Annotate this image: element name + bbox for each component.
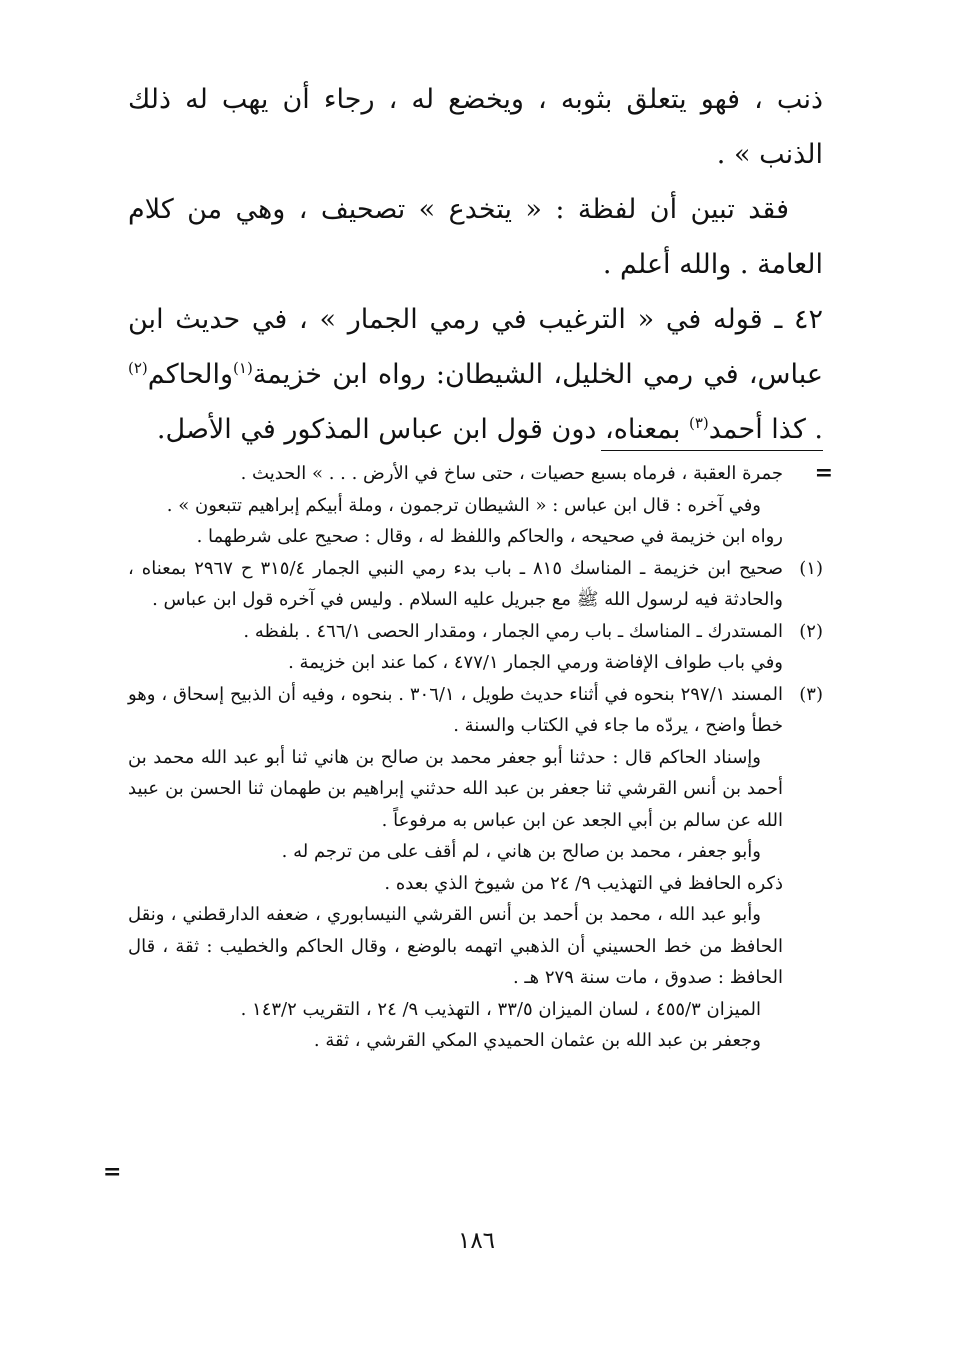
footnote-3-paragraph: وجعفر بن عبد الله بن عثمان الحميدي المكي القرشي ، ثقة . bbox=[313, 1030, 761, 1051]
continued-note-line-3: رواه ابن خزيمة في صحيحه ، والحاكم واللفظ له ، وقال : صحيح على شرطهما . bbox=[196, 526, 783, 547]
footnote-3 bbox=[128, 679, 823, 742]
footnote-3-paragraph: وأبو عبد الله ، محمد بن أحمد بن أنس القرشي النيسابوري ، ضعفه الدارقطني ، ونقل الحافظ من خط الحسيني أن الذهبي اتهمه بالوضع ، وقال الحاكم والخطيب : ثقة ، قال الحافظ : صدوق ، مات سنة ٢٧٩ هـ . bbox=[128, 904, 783, 988]
continued-note-line-2: وفي آخره : قال ابن عباس : « الشيطان ترجمون ، وملة أبيكم إبراهيم تتبعون » . bbox=[166, 494, 761, 516]
footnote-2-continuation: وفي باب طواف الإفاضة ورمي الجمار ٤٧٧/١ ، كما عند ابن خزيمة . bbox=[288, 652, 783, 673]
main-text bbox=[128, 72, 823, 457]
footnote-3-number: (٣) bbox=[799, 683, 823, 705]
footnote-1-text: صحيح ابن خزيمة ـ المناسك ٨١٥ ـ باب بدء رمي النبي الجمار ٣١٥/٤ ح ٢٩٦٧ بمعناه ، والحادثة فيه لرسول الله ﷺ مع جبريل عليه السلام . وليس في آخره قول ابن عباس . bbox=[128, 557, 783, 610]
footnote-ref-3[interactable]: (٣) bbox=[688, 414, 709, 432]
continuation-marker-top: = bbox=[814, 460, 833, 486]
footnote-ref-1[interactable]: (١) bbox=[233, 359, 253, 377]
paragraph-2: فقد تبين أن لفظة : « يتخدع » تصحيف ، وهي من كلام العامة . والله أعلم . bbox=[128, 194, 823, 280]
footnote-3-paragraph: وأبو جعفر ، محمد بن صالح بن هاني ، لم أقف على من ترجم له . bbox=[281, 841, 761, 862]
footnote-2 bbox=[128, 616, 823, 648]
footnote-1-number: (١) bbox=[799, 557, 823, 579]
continuation-marker-bottom: = bbox=[103, 1159, 122, 1185]
footnote-ref-2[interactable]: (٢) bbox=[128, 359, 148, 377]
footnote-2-text: المستدرك ـ المناسك ـ باب رمي الجمار ، ومقدار الحصى ٤٦٦/١ . بلفظه . bbox=[243, 620, 783, 642]
footnote-3-paragraph: وإسناد الحاكم قال : حدثنا أبو جعفر محمد بن صالح بن هاني ثنا أبو عبد الله محمد بن أحمد بن أنس القرشي ثنا جعفر بن عبد الله حدثني إبراهيم بن طهمان ثنا الحسن بن عبيد الله عن سالم بن أبي الجعد عن ابن عباس به مرفوعاً . bbox=[128, 746, 783, 831]
paragraph-3-part-a: ٤٢ ـ قوله في « الترغيب في رمي الجمار » ، في حديث ابن عباس، في رمي الخليل، الشيطان: رواه ابن خزيمة bbox=[128, 304, 823, 390]
continued-note-line-1: جمرة العقبة ، فرماه بسبع حصيات ، حتى ساخ في الأرض . . . » الحديث . bbox=[240, 463, 783, 484]
footnote-1 bbox=[128, 553, 823, 616]
footnote-3-paragraph: ذكره الحافظ في التهذيب ٩/ ٢٤ من شيوخ الذي بعده . bbox=[384, 872, 783, 894]
footnotes bbox=[128, 458, 823, 1057]
paragraph-3-part-b: والحاكم bbox=[147, 359, 234, 390]
paragraph-3-part-c: . كذا أحمد bbox=[708, 414, 823, 445]
paragraph-3-part-d: بمعناه، دون قول ابن عباس المذكور في الأصل. bbox=[156, 414, 689, 445]
paragraph-1: ذنب ، فهو يتعلق بثوبه ، ويخضع له ، رجاء أن يهب له ذلك الذنب » . bbox=[128, 84, 823, 170]
footnote-separator bbox=[601, 450, 823, 451]
paragraph-3 bbox=[128, 292, 823, 457]
footnote-2-number: (٢) bbox=[799, 620, 823, 642]
footnote-3-text: المسند ٢٩٧/١ بنحوه في أثناء حديث طويل ، ٣٠٦/١ . بنحوه ، وفيه أن الذبيح إسحاق ، وهو خطأ واضح ، يردّه ما جاء في الكتاب والسنة . bbox=[128, 683, 783, 736]
page-number: ١٨٦ bbox=[457, 1228, 496, 1254]
footnote-3-paragraph: الميزان ٤٥٥/٣ ، لسان الميزان ٣٣/٥ ، التهذيب ٩/ ٢٤ ، التقريب ١٤٣/٢ . bbox=[240, 998, 761, 1020]
